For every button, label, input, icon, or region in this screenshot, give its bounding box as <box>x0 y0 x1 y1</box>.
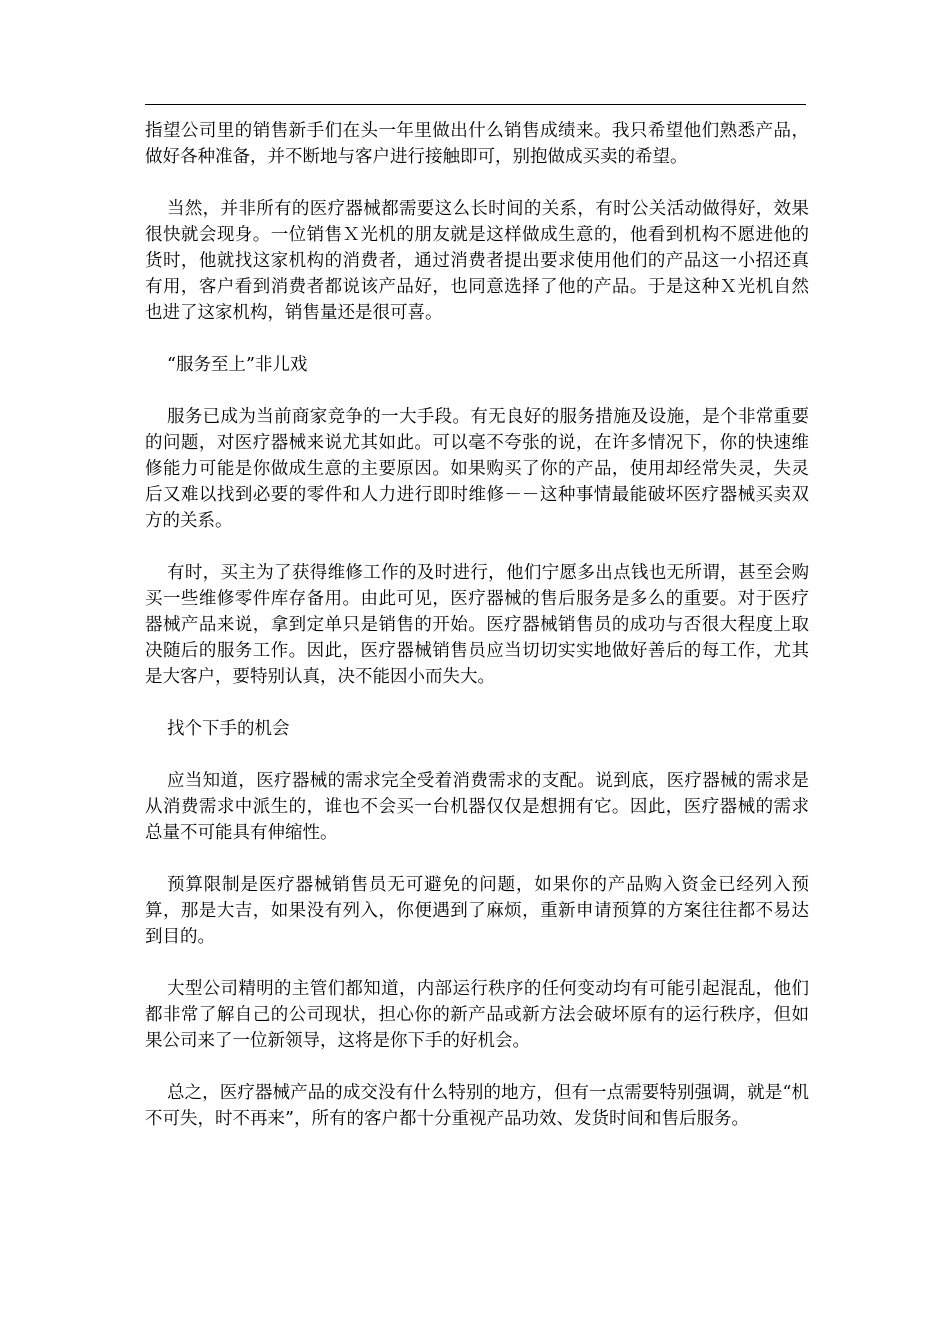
paragraph-demand: 应当知道，医疗器械的需求完全受着消费需求的支配。说到底，医疗器械的需求是从消费需求中派生的，谁也不会买一台机器仅仅是想拥有它。因此，医疗器械的需求总量不可能具有伸缩性。 <box>145 771 809 843</box>
paragraph-public-relations: 当然，并非所有的医疗器械都需要这么长时间的关系，有时公关活动做得好，效果很快就会现身。一位销售Ｘ光机的朋友就是这样做成生意的，他看到机构不愿进他的货时，他就找这家机构的消费者，通过消费者提出要求使用他们的产品这一小招还真有用，客户看到消费者都说该产品好，也同意选择了他的产品。于是这种Ｘ光机自然也进了这家机构，销售量还是很可喜。 <box>145 199 809 323</box>
paragraph-management: 大型公司精明的主管们都知道，内部运行秩序的任何变动均有可能引起混乱，他们都非常了解自己的公司现状，担心你的新产品或新方法会破坏原有的运行秩序，但如果公司来了一位新领导，这将是你下手的好机会。 <box>145 979 809 1051</box>
paragraph-budget: 预算限制是医疗器械销售员无可避免的问题，如果你的产品购入资金已经列入预算，那是大吉，如果没有列入，你便遇到了麻烦，重新申请预算的方案往往都不易达到目的。 <box>145 875 809 947</box>
document-body <box>145 118 809 1158</box>
section-heading-service: “服务至上”非儿戏 <box>167 355 308 375</box>
section-heading-opportunity: 找个下手的机会 <box>167 719 290 739</box>
paragraph-continuation: 指望公司里的销售新手们在头一年里做出什么销售成绩来。我只希望他们熟悉产品，做好各种准备，并不断地与客户进行接触即可，别抱做成买卖的希望。 <box>145 121 809 167</box>
header-rule <box>145 104 806 105</box>
paragraph-conclusion: 总之，医疗器械产品的成交没有什么特别的地方，但有一点需要特别强调，就是“机不可失，时不再来”，所有的客户都十分重视产品功效、发货时间和售后服务。 <box>145 1083 809 1129</box>
paragraph-after-sales: 有时，买主为了获得维修工作的及时进行，他们宁愿多出点钱也无所谓，甚至会购买一些维修零件库存备用。由此可见，医疗器械的售后服务是多么的重要。对于医疗器械产品来说，拿到定单只是销售的开始。医疗器械销售员的成功与否很大程度上取决随后的服务工作。因此，医疗器械销售员应当切切实实地做好善后的每工作，尤其是大客户，要特别认真，决不能因小而失大。 <box>145 563 809 687</box>
paragraph-service-importance: 服务已成为当前商家竞争的一大手段。有无良好的服务措施及设施，是个非常重要的问题，对医疗器械来说尤其如此。可以毫不夸张的说，在许多情况下，你的快速维修能力可能是你做成生意的主要原因。如果购买了你的产品，使用却经常失灵，失灵后又难以找到必要的零件和人力进行即时维修－－这种事情最能破坏医疗器械买卖双方的关系。 <box>145 407 809 531</box>
